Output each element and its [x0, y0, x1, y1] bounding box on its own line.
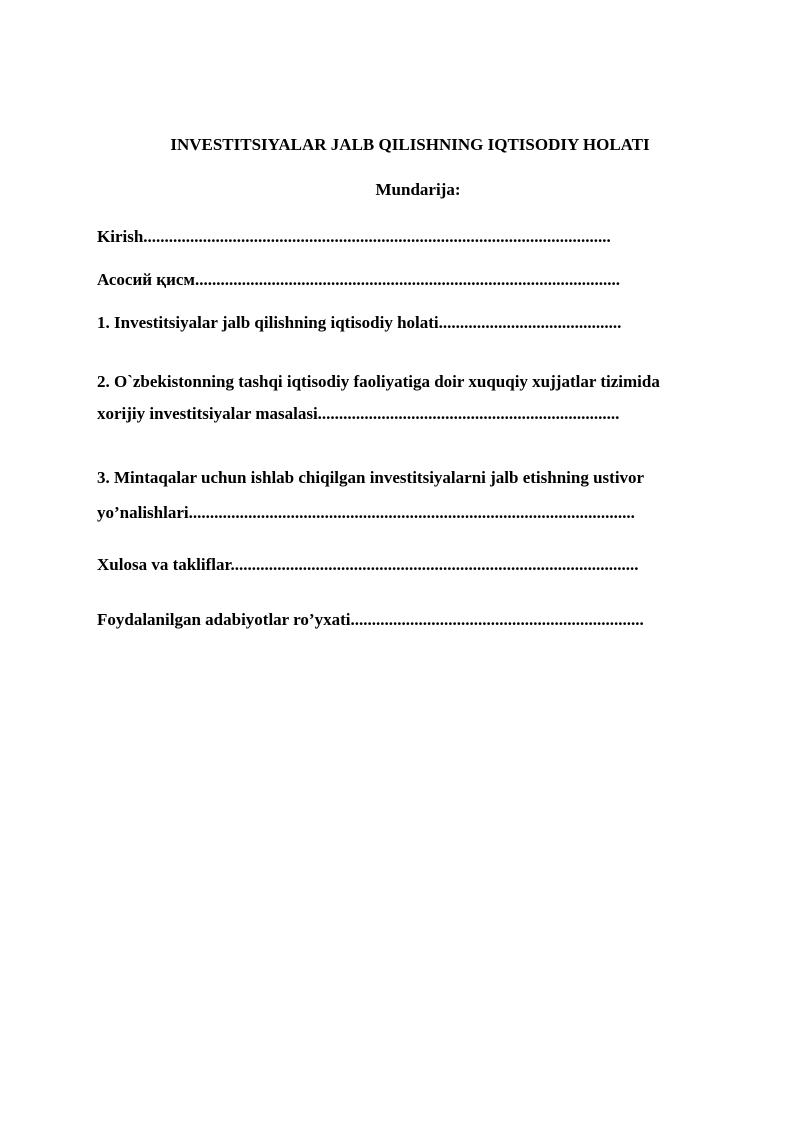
toc-entry-chapter-1: 1. Investitsiyalar jalb qilishning iqtisodiy holati........................................... — [97, 313, 622, 332]
toc-entry-chapter-2-line-2: xorijiy investitsiyalar masalasi....................................................................... — [97, 404, 620, 423]
toc-entry-chapter-3-line-1: 3. Mintaqalar uchun ishlab chiqilgan investitsiyalarni jalb etishning ustivor — [97, 468, 645, 487]
toc-entry-chapter-3-line-2: yo’nalishlari......................................................................................................... — [97, 503, 635, 522]
toc-entry-chapter-2-line-1: 2. O`zbekistonning tashqi iqtisodiy faoliyatiga doir xuquqiy xujjatlar tizimida — [97, 372, 660, 391]
toc-entry-introduction: Kirish.............................................................................................................. — [97, 227, 611, 246]
toc-entry-conclusion: Xulosa va takliflar................................................................................................ — [97, 555, 639, 574]
document-title: INVESTITSIYALAR JALB QILISHNING IQTISODIY HOLATI — [170, 135, 650, 154]
toc-entry-references: Foydalanilgan adabiyotlar ro’yxati..................................................................... — [97, 610, 644, 629]
toc-entry-main-part: Асосий қисм.................................................................................................... — [97, 270, 620, 289]
toc-heading: Mundarija: — [375, 180, 461, 199]
